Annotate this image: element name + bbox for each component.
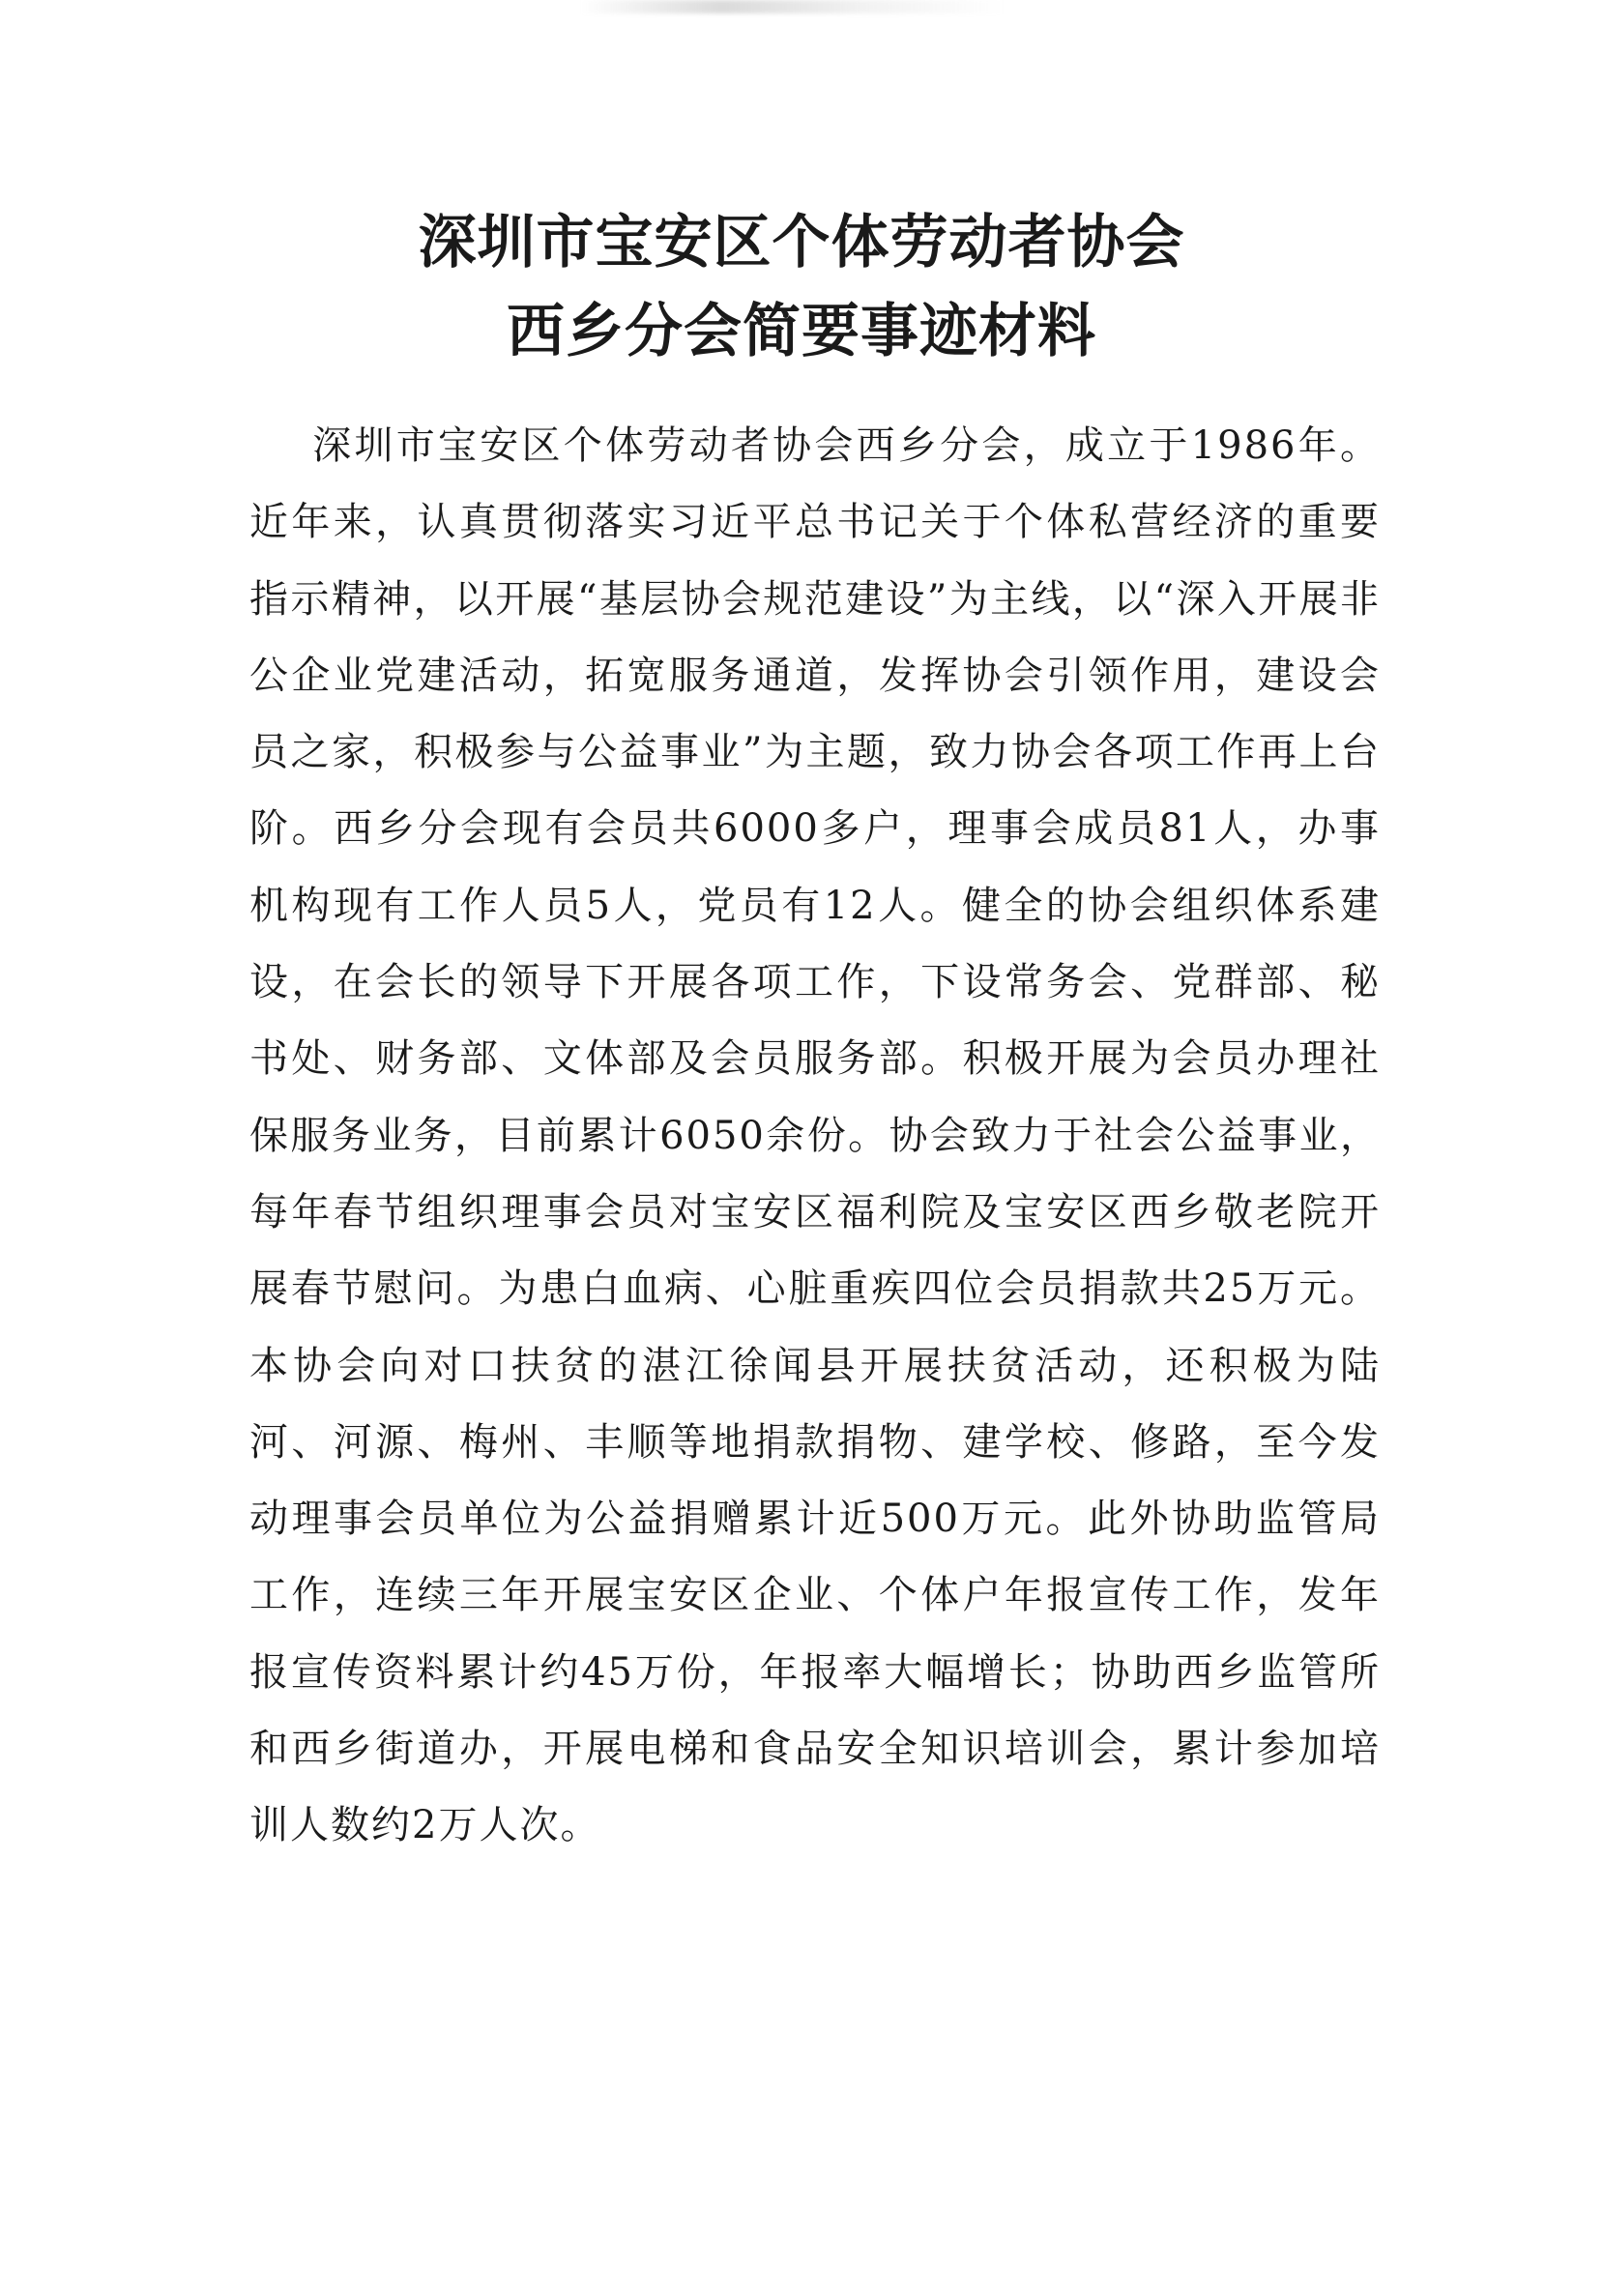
scan-artifact <box>580 0 1006 14</box>
title-line-2: 西乡分会简要事迹材料 <box>507 298 1096 365</box>
document-title <box>0 198 1603 376</box>
body-paragraph <box>249 408 1381 1865</box>
paragraph-text: 深圳市宝安区个体劳动者协会西乡分会，成立于1986年。近年来，认真贯彻落实习近平总书记关于个体私营经济的重要指示精神，以开展“基层协会规范建设”为主线，以“深入开展非公企业党建活动，拓宽服务通道，发挥协会引领作用，建设会员之家，积极参与公益事业”为主题，致力协会各项工作再上台阶。西乡分会现有会员共6000多户，理事会成员81人，办事机构现有工作人员5人，党员有12人。健全的协会组织体系建设，在会长的领导下开展各项工作，下设常务会、党群部、秘书处、财务部、文体部及会员服务部。积极开展为会员办理社保服务业务，目前累计6050余份。协会致力于社会公益事业，每年春节组织理事会员对宝安区福利院及宝安区西乡敬老院开展春节慰问。为患白血病、心脏重疾四位会员捐款共25万元。本协会向对口扶贫的湛江徐闻县开展扶贫活动，还积极为陆河、河源、梅州、丰顺等地捐款捐物、建学校、修路，至今发动理事会员单位为公益捐赠累计近500万元。此外协助监管局工作，连续三年开展宝安区企业、个体户年报宣传工作，发年报宣传资料累计约45万份，年报率大幅增长；协助西乡监管所和西乡街道办，开展电梯和食品安全知识培训会，累计参加培训人数约2万人次。 <box>249 423 1381 1848</box>
title-line-1: 深圳市宝安区个体劳动者协会 <box>418 209 1185 276</box>
